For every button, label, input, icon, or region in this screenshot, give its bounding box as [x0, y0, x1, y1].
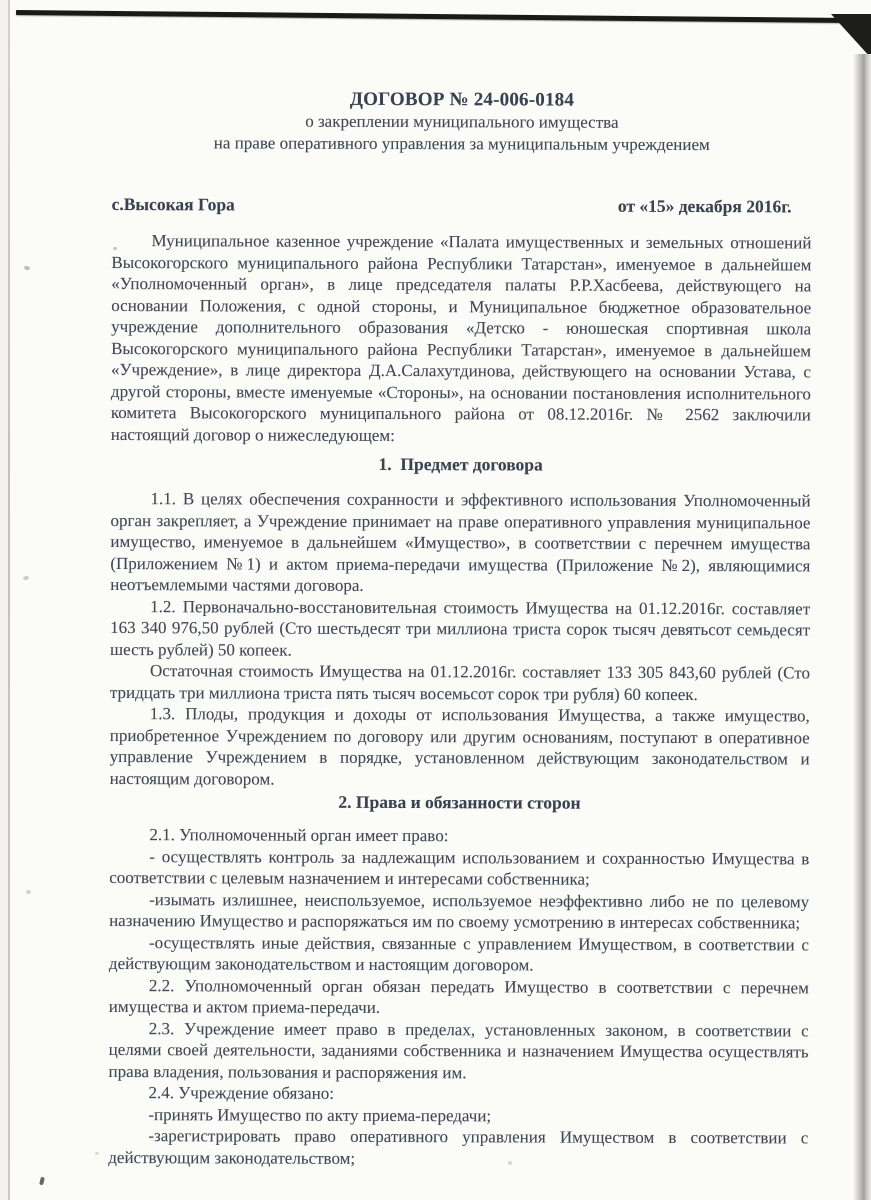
- document-place: с.Высокая Гора: [111, 193, 235, 215]
- scan-edge-top: [16, 10, 871, 23]
- scan-ink-mark: [39, 1177, 45, 1186]
- document-title: ДОГОВОР № 24-006-0184: [349, 88, 575, 111]
- clause-1-1: 1.1. В целях обеспечения сохранности и эффективного использования Уполномоченный орган закрепляет, а Учреждение принимает на праве оперативного управления муниципальное имущество, именуемое в дальнейшем «Имущество», в соответствии с перечнем имущества (Приложением №1) и актом приема-передачи имущества (Приложение №2), являющимися неотъемлемыми частями договора.: [110, 489, 811, 595]
- document-content: [108, 88, 812, 1170]
- preamble-paragraph: Муниципальное казенное учреждение «Палата имущественных и земельных отношений Высокогорского муниципального района Республики Татарстан», именуемое в дальнейшем «Уполномоченный орган», в лице председателя палаты Р.Р.Хасбеева, действующего на основании Положения, с одной стороны, и Муниципальное бюджетное образовательное учреждение дополнительного образования «Детско - юношеская спортивная школа Высокогорского муниципального района Республики Татарстан», именуемое в дальнейшем «Учреждение», в лице директора Д.А.Салахутдинова, действующего на основании Устава, с другой стороны, вместе именуемые «Стороны», на основании постановления исполнительного комитета Высокогорского муниципального района от 08.12.2016г. № 2562 заключили настоящий договор о нижеследующем:: [110, 231, 812, 445]
- scan-corner-top-right: [831, 14, 871, 58]
- clause-2-4: 2.4. Учреждение обязано:: [148, 1083, 334, 1103]
- clause-2-1-item-control: - осуществлять контроль за надлежащим использованием и сохранностью Имущества в соответствии с целевым назначением и интересами собственника;: [109, 846, 810, 889]
- document-date: от «15» декабря 2016г.: [617, 195, 792, 217]
- clause-2-1: 2.1. Уполномоченный орган имеет право:: [149, 825, 449, 846]
- clause-2-1-item-other: -осуществлять иные действия, связанные с управлением Имуществом, в соответствии с действующим законодательством и настоящим договором.: [108, 932, 810, 975]
- scan-speckle: [23, 265, 30, 271]
- scan-edge-left: [0, 0, 8, 1200]
- document-subtitle-line-2: на праве оперативного управления за муниципальным учреждением: [213, 132, 710, 154]
- scan-speckle: [23, 575, 30, 580]
- clause-1-2: 1.2. Первоначально-восстановительная стоимость Имущества на 01.12.2016г. составляет 163 340 976,50 рублей (Сто шестьдесят три миллиона триста сорок тысяч девятьсот семьдесят шесть рублей) 50 копеек.: [110, 596, 811, 660]
- section-1-heading: 1. Предмет договора: [378, 453, 543, 475]
- clause-2-4-item-accept: -принять Имущество по акту приема-передачи;: [148, 1104, 492, 1125]
- clause-2-4-item-register: -зарегистрировать право оперативного управления Имуществом в соответствии с действующим законодательством;: [108, 1126, 809, 1168]
- clause-1-2-residual: Остаточная стоимость Имущества на 01.12.2016г. составляет 133 305 843,60 рублей (Сто тридцать три миллиона триста пять тысяч восемьсот сорок три рубля) 60 копеек.: [109, 661, 810, 704]
- scan-edge-right: [853, 54, 871, 1200]
- clause-2-3: 2.3. Учреждение имеет право в пределах, установленных законом, в соответствии с целями своей деятельности, заданиями собственника и назначением Имущества осуществлять права владения, пользования и распоряжения им.: [108, 1018, 809, 1082]
- section-2-heading: 2. Права и обязанности сторон: [338, 791, 581, 813]
- clause-1-3: 1.3. Плоды, продукция и доходы от использования Имущества, а также имущество, приобретенное Учреждением по договору или другим основаниям, поступают в оперативное управление Учреждением в порядке, установленном действующим законодательством и настоящим договором.: [109, 704, 810, 789]
- scan-speckle: [95, 1152, 99, 1155]
- scan-speckle: [26, 890, 31, 894]
- clause-2-1-item-withdraw: -изымать излишнее, неиспользуемое, используемое неэффективно либо не по целевому назначению Имущество и распоряжаться им по своему усмотрению в интересах собственника;: [109, 889, 810, 933]
- place-date-row: [112, 193, 812, 217]
- scan-page-edge-line: [8, 0, 10, 1200]
- document-subtitle-line-1: о закреплении муниципального имущества: [305, 111, 619, 132]
- clause-2-2: 2.2. Уполномоченный орган обязан передать Имущество в соответствии с перечнем имущества и актом приема-передачи.: [108, 975, 809, 1017]
